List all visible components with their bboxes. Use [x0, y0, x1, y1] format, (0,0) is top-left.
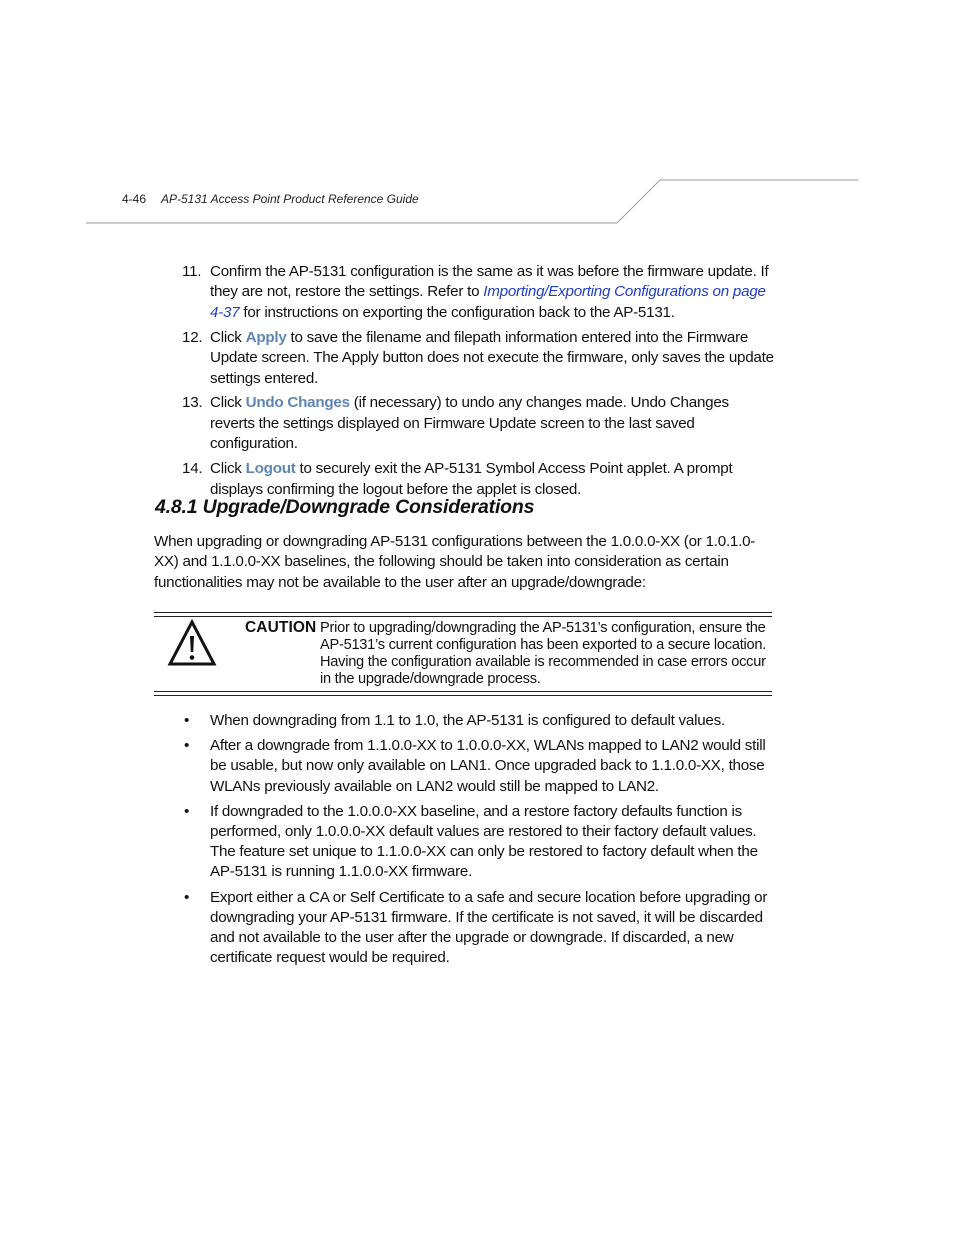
step-text: Click: [210, 328, 246, 346]
section-title: 4.8.1 Upgrade/Downgrade Considerations: [155, 496, 535, 518]
step-number: 13.: [182, 394, 203, 412]
list-item: [182, 711, 774, 731]
step-item: [182, 459, 774, 500]
caution-top-rule: [154, 612, 772, 613]
header-page-number: 4-46: [122, 192, 147, 206]
list-item: [182, 736, 774, 797]
logout-button-reference: Logout: [245, 460, 296, 478]
step-number: 12.: [182, 328, 203, 346]
header-book-title: AP-5131 Access Point Product Reference Guide: [161, 192, 419, 206]
considerations-list: [182, 711, 774, 973]
list-item-text: Export either a CA or Self Certificate to a safe and secure location before upgrading or downgrading your AP-5131 firmware. If the certificate is not saved, it will be discarded and not available to the user after the upgrade or downgrade. If discarded, a new certificate request would be required.: [210, 888, 768, 967]
caution-bottom-rule: [154, 695, 772, 696]
undo-changes-button-reference: Undo Changes: [245, 394, 350, 412]
warning-triangle-icon: [167, 619, 217, 667]
caution-top-rule: [154, 616, 772, 617]
step-text: (if necessary) to undo any changes made. Undo Changes reverts the settings displayed on Firmware Update screen to the last saved configuration.: [210, 394, 729, 453]
cross-reference-link[interactable]: Importing/Exporting Configurations on page 4-37: [210, 283, 766, 321]
step-text: to save the filename and filepath information entered into the Firmware Update screen. The Apply button does not execute the firmware, only saves the update settings entered.: [210, 328, 774, 387]
list-item-text: When downgrading from 1.1 to 1.0, the AP-5131 is configured to default values.: [210, 712, 725, 729]
apply-button-reference: Apply: [245, 328, 287, 346]
bullet-marker: •: [184, 737, 190, 755]
step-text: Click: [210, 460, 246, 478]
procedure-steps: [182, 262, 774, 504]
caution-box: [154, 612, 772, 696]
step-item: [182, 328, 774, 389]
list-item: [182, 802, 774, 883]
bullet-marker: •: [184, 712, 190, 729]
step-number: 11.: [182, 263, 202, 280]
step-text: Confirm the AP-5131 configuration is the same as it was before the firmware update. If they are not, restore the settings. Refer to: [210, 263, 769, 301]
step-item: [182, 262, 774, 323]
caution-label: CAUTION: [245, 619, 317, 636]
step-text: for instructions on exporting the configuration back to the AP-5131.: [239, 303, 675, 321]
caution-text: Prior to upgrading/downgrading the AP-5131’s configuration, ensure the AP-5131’s current configuration has been exported to a secure location. Having the configuration available is recommended in case errors occur in the upgrade/downgrade process.: [320, 620, 767, 687]
bullet-marker: •: [184, 888, 190, 906]
step-item: [182, 393, 774, 454]
step-text: to securely exit the AP-5131 Symbol Access Point applet. A prompt displays confirming the logout before the applet is closed.: [210, 460, 733, 498]
list-item-text: If downgraded to the 1.0.0.0-XX baseline, and a restore factory defaults function is performed, only 1.0.0.0-XX default values are restored to their factory default values. The feature set unique to 1.1.0.0-XX can only be restored to factory default when the AP-5131 is running 1.1.0.0-XX firmware.: [210, 802, 758, 881]
list-item: [182, 888, 774, 969]
caution-bottom-rule: [154, 691, 772, 692]
step-number: 14.: [182, 460, 203, 478]
section-intro: When upgrading or downgrading AP-5131 configurations between the 1.0.0.0-XX (or 1.0.1.0-XX) and 1.1.0.0-XX baselines, the following should be taken into consideration as certain functionalities may not be available to the user after an upgrade/downgrade:: [154, 533, 756, 591]
step-text: Click: [210, 394, 246, 412]
list-item-text: After a downgrade from 1.1.0.0-XX to 1.0.0.0-XX, WLANs mapped to LAN2 would still be usable, but now only available on LAN1. Once upgraded back to 1.1.0.0-XX, those WLANs previously available on LAN2 would still be mapped to LAN2.: [210, 737, 766, 795]
bullet-marker: •: [184, 802, 190, 820]
